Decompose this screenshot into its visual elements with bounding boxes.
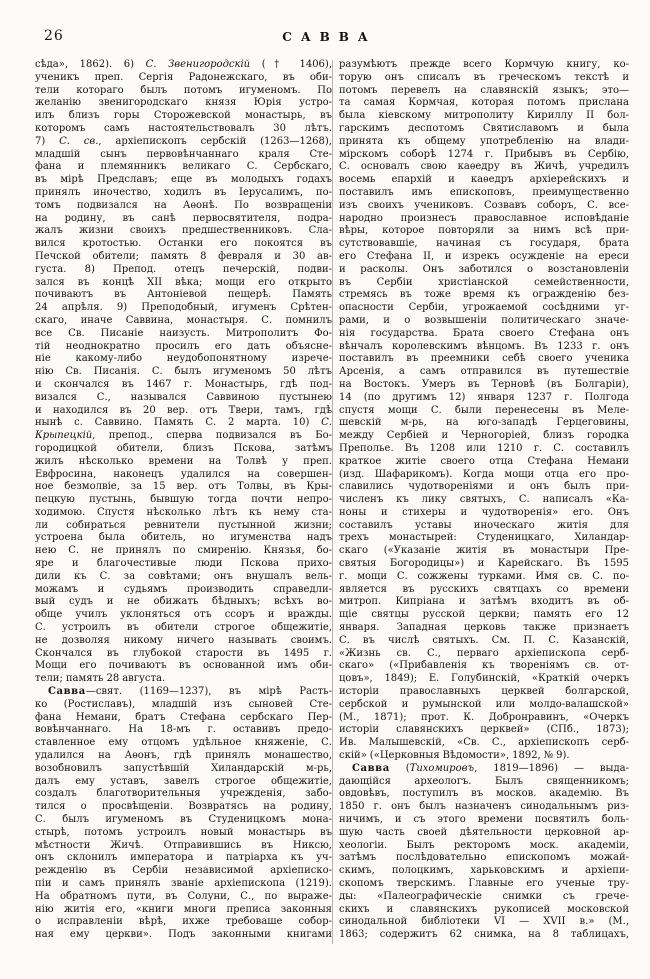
text-line: скаго, иначе Саввина, монастыря. С. помнилъ [35,314,332,326]
text-line: С. основалъ свою каѳедру въ Жичѣ, учредилъ [339,161,629,173]
text-line: является въ русскихъ святцахъ со времени [339,583,629,595]
text-line: г. мощи С. сожжены турками. Имя св. С. по- [339,570,629,582]
text-line: о исправленіи вѣрѣ, ихже требоваше собор- [35,916,332,928]
text-line: спустя мощи С. были перенесены въ Меле- [339,404,629,416]
text-line: піи и самъ принялъ званіе архіепископа (1219). [35,878,332,889]
text-line: тился о просвѣщеніи. Возвратясь на родину, [35,801,332,813]
text-line: С. устроилъ въ обители строгое общежитіе, [35,622,332,634]
text-line: января. Западная церковь также признаетъ [339,622,629,634]
text-line: вовѣнчаннаго. На 18-мъ г. оставивъ предо- [35,724,332,736]
text-line: торую онъ списалъ въ греческомъ текстѣ и [339,71,629,83]
page-header [0,28,650,48]
text-line: Скончался въ глубокой старости въ 1495 г. [35,647,332,659]
text-line: народно произнесъ православное исповѣданіе [339,212,629,224]
text-line: фана и племянникъ великаго С. Сербскаго, [35,161,332,173]
text-line: С. въ числѣ святыхъ. См. П. С. Казанскій, [339,634,629,646]
text-line: краткое житіе своего отца Стефана Немани [339,455,629,467]
text-line: обще училъ уклоняться отъ ссоръ и вражды. [35,609,332,621]
text-line: визался С., назывался Саввиною пустынею [35,391,332,403]
text-line: мѣстности Жичѣ. Отправившись въ Никсю, [35,839,332,851]
text-line: дающійся археологъ. Былъ священникомъ; [339,775,629,787]
text-line: не дозволяя никому ничего называть своимъ. [35,634,332,646]
text-line: Преполье. Въ 1208 или 1210 г. С. составилъ [339,442,629,454]
text-line: святыя Богородицы») и Карейскаго. Въ 1595 [339,558,629,570]
text-line: Евфросина, наконецъ удалился на совершен- [35,468,332,480]
text-line: можамъ и судьямъ производить справедли- [35,583,332,595]
text-line: сѣда», 1862). 6) С. Звенигородскій († 1406), [35,59,332,70]
text-line: тій неоднократно просилъ его дать объясне- [35,340,332,352]
text-line: 24 апрѣля. 9) Преподобный, игуменъ Срѣтен- [35,302,332,314]
text-line: онъ склонилъ императора и патріарха къ уч- [35,852,332,864]
text-line: ды: «Палеографическіе снимки съ грече- [339,890,629,902]
text-line: мірскомъ соборѣ 1274 г. Прибывъ въ Сербію, [339,148,629,160]
text-line: ная ему церкви». Подъ законными книгами [35,929,332,941]
text-line: разумѣютъ прежде всего Кормчую книгу, ко- [339,59,629,70]
text-line: устроена была обитель, но игуменства надъ [35,532,332,544]
text-line: принялъ иночество, ходилъ въ Іерусалимъ, по- [35,186,332,198]
text-line: вѣры, которое повторяли за нимъ всѣ при- [339,225,629,237]
text-line: скимъ, полоцкимъ, харьковскимъ и архіепи- [339,865,629,877]
text-line: удалился на Аѳонъ, гдѣ принялъ монашество, [35,750,332,762]
text-line: «Жизнь св. С., перваго архіепископа серб- [339,647,629,659]
text-line: на Востокъ. Умеръ въ Терновѣ (въ Болгаріи), [339,378,629,390]
text-line: трехъ монастырей: Студеницкаго, Хиландар- [339,532,629,544]
text-line: восемь епархій и каѳедръ архіерейскихъ и [339,174,629,186]
text-line: принята къ общему употребленію на влади- [339,135,629,147]
text-line: ученикъ преп. Сергія Радонежскаго, въ оби- [35,71,332,83]
text-line: щіе святцы русской церкви; память его 12 [339,609,629,621]
text-line: возобновилъ запустѣвшій Хиландарскій м-рь, [35,762,332,774]
text-line: ставленное ему отцомъ удѣльное княженіе, С. [35,737,332,749]
text-line: митроп. Кипріана и затѣмъ входитъ въ об- [339,596,629,608]
text-line: численъ къ лику святыхъ, С. написалъ «Ка- [339,494,629,506]
text-line: скаго («Указаніе житія въ монастыри Пре- [339,545,629,557]
text-line: 1863; содержитъ 62 снимка, на 8 таблицахъ, [339,929,629,941]
text-line: Арсенія, а самъ отправился въ путешествіе [339,366,629,378]
column-divider-rule [332,60,333,944]
text-line: нія государства. Брата своего Стефана онъ [339,327,629,339]
text-line: сербской и румынской или молдо-валашской» [339,698,629,710]
text-line: Савва (Тихомировъ, 1819—1896) — выда- [352,762,629,774]
text-line: 1850 г. онъ былъ назначенъ синодальнымъ риз- [339,801,629,813]
text-line: Ив. Малышевскій, «Св. С., архіепископъ серб- [339,737,629,749]
text-line: младшій сынъ первовѣнчаннаго краля Сте- [35,148,332,160]
text-line: нію Св. Писанія. С. былъ игуменомъ 50 лѣтъ [35,366,332,378]
text-line: изъ своихъ учениковъ. Созвавъ соборъ, С. все- [339,199,629,211]
text-line: скихъ и славянскихъ рукописей московской [339,903,629,915]
text-line: которомъ самъ настоятельствовалъ 30 лѣтъ. [35,122,332,134]
text-line: жалъ жизни своихъ предшественниковъ. Сла- [35,225,332,237]
text-line: зался въ концѣ XII вѣка; мощи его открыто [35,276,332,288]
text-line: вился кротостью. Останки его покоятся въ [35,238,332,250]
text-line: илъ близъ горы Сторожевской монастырь, въ [35,110,332,122]
text-line: рами, и о возвышеніи политическаго значе- [339,314,629,326]
text-line: нею С. не принялъ по смиренію. Князья, бо- [35,545,332,557]
text-line: вѣнчалъ королевскимъ вѣнцомъ. Въ 1233 г. онъ [339,340,629,352]
text-line: на родину, въ санѣ первосвятителя, подра- [35,212,332,224]
text-line: затѣмъ послѣдовательно епископомъ можай- [339,852,629,864]
text-line: потомъ перевелъ на славянскій языкъ; это— [339,84,629,96]
text-line: составилъ уставы иноческаго житія для [339,519,629,531]
text-line: густа. 8) Препод. отецъ печерскій, подви- [35,263,332,275]
text-line: скій» («Церковныя Вѣдомости», 1892, № 9). [339,750,570,762]
text-line: исторіи православныхъ церквей болгарской, [339,686,629,698]
text-line: Савва—свят. (1169—1237), въ мірѣ Расть- [48,686,332,698]
text-line: фана Немани, братъ Стефана сербскаго Пер- [35,711,332,723]
text-line: почиваютъ въ Антоніевой пещерѣ. Память [35,289,332,301]
text-line: и расколы. Онъ заботился о возстановленіи [339,263,629,275]
text-line: исторіи славянскихъ церквей» (СПб., 1873); [339,724,629,736]
text-line: шую часть своей дѣятельности церковной ар- [339,826,629,838]
text-line: поставилъ въ преемники себѣ своего ученика [339,353,629,365]
text-line: между Сербіей и Черногоріей, близъ городка [339,430,629,442]
right-text-column [339,59,629,942]
text-line: ничимъ, и съ этого времени посвятилъ боль- [339,814,629,826]
text-line: стырѣ, потомъ устроилъ новый монастырь въ [35,826,332,838]
text-line: 7) С. св., архіепископъ сербскій (1263—1268), [35,135,332,147]
text-line: режденію въ Сербіи независимой архіеписко- [35,865,332,877]
text-line: ко (Ростиславъ), младшій изъ сыновей Сте- [35,698,332,710]
text-line: Печской обители; память 8 февраля и 30 ав- [35,250,332,262]
text-line: та самая Кормчая, которая потомъ прислана [339,97,629,109]
text-line: Мощи его почиваютъ въ основанной имъ оби- [35,660,332,672]
text-line: опасности Сербіи, угрожаемой сосѣдними уг- [339,302,629,314]
text-line: скопомъ тверскимъ. Главные его ученые тру- [339,878,629,889]
text-line: хеологіи. Былъ ректоромъ моск. академіи, [339,839,629,851]
text-line: городицкой обители, близъ Пскова, затѣмъ [35,442,332,454]
text-line: жилъ нѣсколько времени на Толвѣ у преп. [35,455,332,467]
text-line: желанію звенигородскаго князя Юрія устро- [35,97,332,109]
text-line: стремясь въ тоже время къ огражденію без- [339,289,629,301]
text-line: (изд. Шафарикомъ). Когда мощи отца его про- [339,468,629,480]
text-line: С. былъ игуменомъ въ Студеницкомъ мона- [35,814,332,826]
text-line: синодальной библіотеки VI — XVII в.» (М., [339,916,629,928]
text-line: 14 (по другимъ 12) января 1237 г. Полгода [339,391,629,403]
text-line: овдовѣвъ, поступилъ въ москов. академію. Въ [339,788,629,800]
text-line: въ мірѣ Предславъ; еще въ молодыхъ годахъ [35,174,332,186]
text-line: цовъ», 1849); Е. Голубинскій, «Краткій очеркъ [339,673,629,685]
text-line: тели котораго былъ потомъ игуменомъ. По [35,84,332,96]
text-line: шевскій м-рь, на юго-западѣ Герцеговины, [339,417,629,429]
text-line: ное безмолвіе, за 15 вер. отъ Толвы, въ Кры- [35,481,332,493]
text-line: нынѣ с. Саввино. Память С. 2 марта. 10) С. [35,417,332,429]
text-line: и скончался въ 1467 г. Монастырь, гдѣ под- [35,378,332,390]
text-line: (М., 1871); прот. К. Добронравинъ, «Очеркъ [339,711,629,723]
text-line: ли собираться ревнители пустынной жизни; [35,519,332,531]
text-line: поставилъ имъ епископовъ, преимущественно [339,186,629,198]
text-line: пецкую пустынь, бывшую тогда почти непро- [35,494,332,506]
text-line: ноны и стихеры и чудотворенія» его. Онъ [339,506,629,518]
text-line: сутствовавшіе, начиная съ государя, брата [339,238,629,250]
text-line: нію житія его, «книги многи преписа законныя [35,903,332,915]
text-line: дили къ С. за совѣтами; онъ внушалъ вель- [35,570,332,582]
text-line: скаго» («Прибавленія къ твореніямъ св. от- [339,660,629,672]
text-line: вый судъ и не обижать бѣдныхъ; всѣхъ во- [35,596,332,608]
text-line: въ Сербіи христіанской семейственности, [339,276,629,288]
text-line: его Стефана II, и изрекъ осужденіе на ереси [339,250,629,262]
text-line: Крыпецкій, препод., сперва подвизался въ Бо- [35,430,332,442]
text-line: далъ ему уставъ, завелъ строгое общежитіе, [35,775,332,787]
text-line: тели; память 28 августа. [35,673,166,685]
text-line: гарскимъ деспотомъ Святиславомъ и была [339,122,629,134]
text-line: ніе какому-либо неудобопонятному изрече- [35,353,332,365]
text-line: все Св. Писаніе наизусть. Митрополитъ Фо- [35,327,332,339]
text-line: была кіевскому митрополиту Кириллу II бол- [339,110,629,122]
text-line: славились чудотвореніями и онъ былъ при- [339,481,629,493]
text-line: яре и благочестивые люди Пскова прихо- [35,558,332,570]
text-line: и находился въ 20 вер. отъ Твери, тамъ, гдѣ [35,404,332,416]
page-number: 26 [44,28,64,44]
left-text-column [35,59,332,942]
text-line: На обратномъ пути, въ Солуни, С., по выраже- [35,890,332,902]
text-line: томъ подвизался на Аѳонѣ. По возвращеніи [35,199,332,211]
text-line: создалъ благотворительныя учрежденія, забо- [35,788,332,800]
running-head: САВВА [282,30,377,44]
text-line: ходимою. Спустя нѣсколько лѣтъ къ нему ста- [35,506,332,518]
